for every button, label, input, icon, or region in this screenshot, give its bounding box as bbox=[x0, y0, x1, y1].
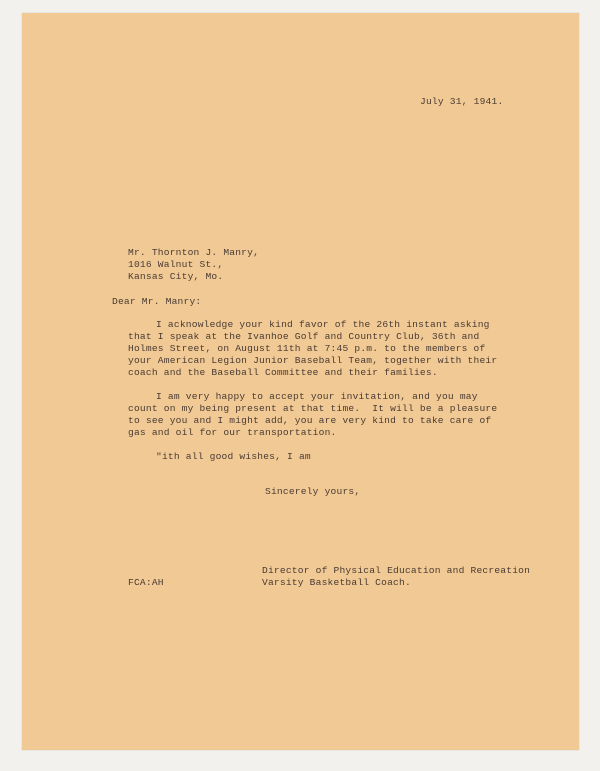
letter-page bbox=[22, 13, 579, 750]
paragraph-1-line: coach and the Baseball Committee and their families. bbox=[128, 367, 438, 378]
recipient-city: Kansas City, Mo. bbox=[128, 271, 224, 282]
paragraph-1-line: your American Legion Junior Baseball Team, together with their bbox=[128, 355, 498, 366]
paragraph-2-line: to see you and I might add, you are very kind to take care of bbox=[128, 415, 492, 426]
signature-title-line: Varsity Basketball Coach. bbox=[262, 577, 411, 588]
paragraph-2-line: gas and oil for our transportation. bbox=[128, 427, 337, 438]
paragraph-1-line: Holmes Street, on August 11th at 7:45 p.m. to the members of bbox=[128, 343, 486, 354]
paragraph-2-line: I am very happy to accept your invitation, and you may bbox=[156, 391, 478, 402]
recipient-street: 1016 Walnut St., bbox=[128, 259, 224, 270]
closing: Sincerely yours, bbox=[265, 486, 361, 497]
recipient-name: Mr. Thornton J. Manry, bbox=[128, 247, 260, 258]
paragraph-1-line: I acknowledge your kind favor of the 26th instant asking bbox=[156, 319, 490, 330]
paragraph-1-line: that I speak at the Ivanhoe Golf and Country Club, 36th and bbox=[128, 331, 480, 342]
salutation: Dear Mr. Manry: bbox=[112, 296, 202, 307]
letter-date: July 31, 1941. bbox=[420, 96, 504, 107]
paragraph-2-line: count on my being present at that time. It will be a pleasure bbox=[128, 403, 498, 414]
reference-initials: FCA:AH bbox=[128, 577, 164, 588]
paragraph-3: "ith all good wishes, I am bbox=[156, 451, 311, 462]
signature-title-line: Director of Physical Education and Recreation bbox=[262, 565, 531, 576]
